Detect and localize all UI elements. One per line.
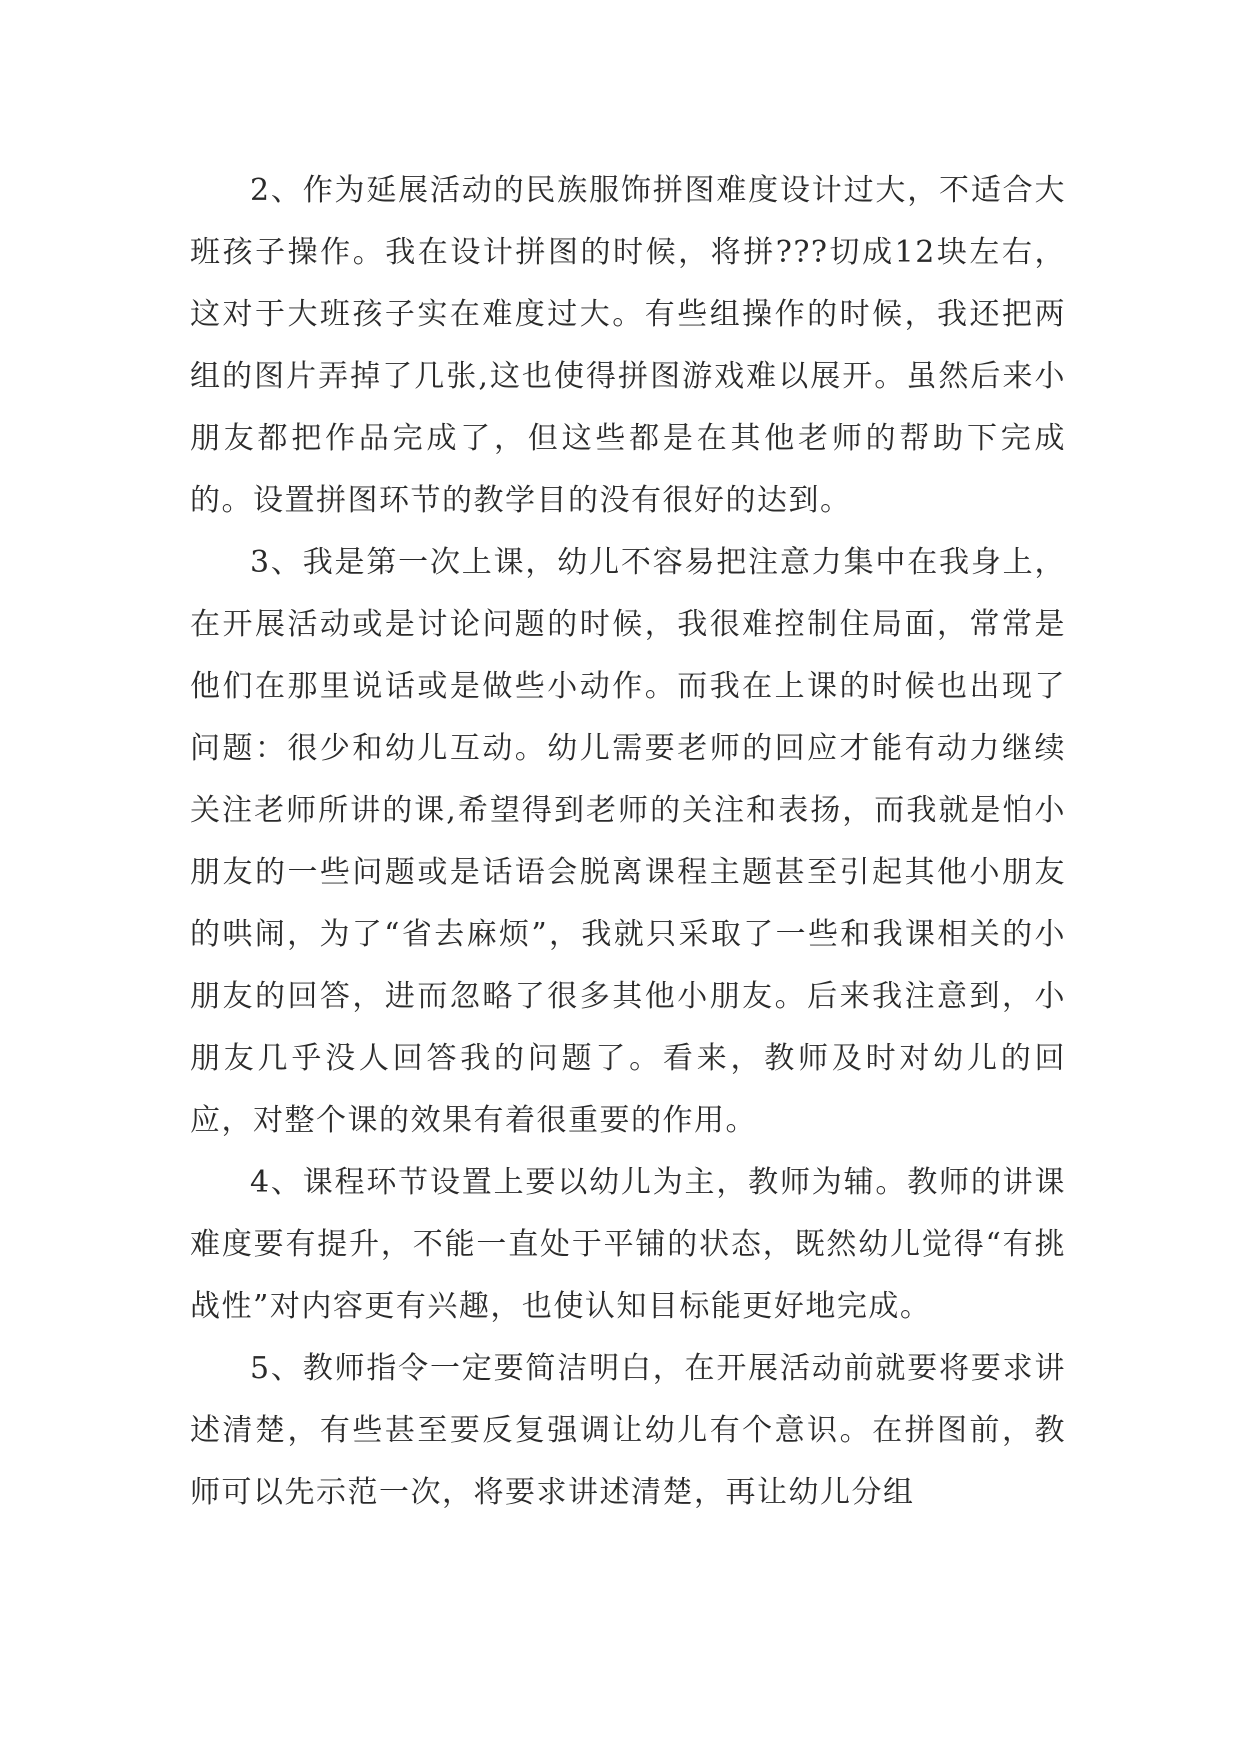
paragraph-3: 3、我是第一次上课，幼儿不容易把注意力集中在我身上，在开展活动或是讨论问题的时候，我很难控制住局面，常常是他们在那里说话或是做些小动作。而我在上课的时候也出现了问题：很少和幼儿互动。幼儿需要老师的回应才能有动力继续关注老师所讲的课,希望得到老师的关注和表扬，而我就是怕小朋友的一些问题或是话语会脱离课程主题甚至引起其他小朋友的哄闹，为了“省去麻烦”，我就只采取了一些和我课相关的小朋友的回答，进而忽略了很多其他小朋友。后来我注意到，小朋友几乎没人回答我的问题了。看来，教师及时对幼儿的回应，对整个课的效果有着很重要的作用。 bbox=[190, 545, 1066, 1138]
paragraph-5: 5、教师指令一定要简洁明白，在开展活动前就要将要求讲述清楚，有些甚至要反复强调让幼儿有个意识。在拼图前，教师可以先示范一次，将要求讲述清楚，再让幼儿分组 bbox=[190, 1351, 1066, 1510]
document-body bbox=[190, 160, 1066, 1524]
paragraph-4: 4、课程环节设置上要以幼儿为主，教师为辅。教师的讲课难度要有提升，不能一直处于平铺的状态，既然幼儿觉得“有挑战性”对内容更有兴趣，也使认知目标能更好地完成。 bbox=[190, 1165, 1066, 1324]
paragraph-2: 2、作为延展活动的民族服饰拼图难度设计过大，不适合大班孩子操作。我在设计拼图的时候，将拼???切成12块左右，这对于大班孩子实在难度过大。有些组操作的时候，我还把两组的图片弄掉了几张,这也使得拼图游戏难以展开。虽然后来小朋友都把作品完成了，但这些都是在其他老师的帮助下完成的。设置拼图环节的教学目的没有很好的达到。 bbox=[190, 173, 1066, 518]
